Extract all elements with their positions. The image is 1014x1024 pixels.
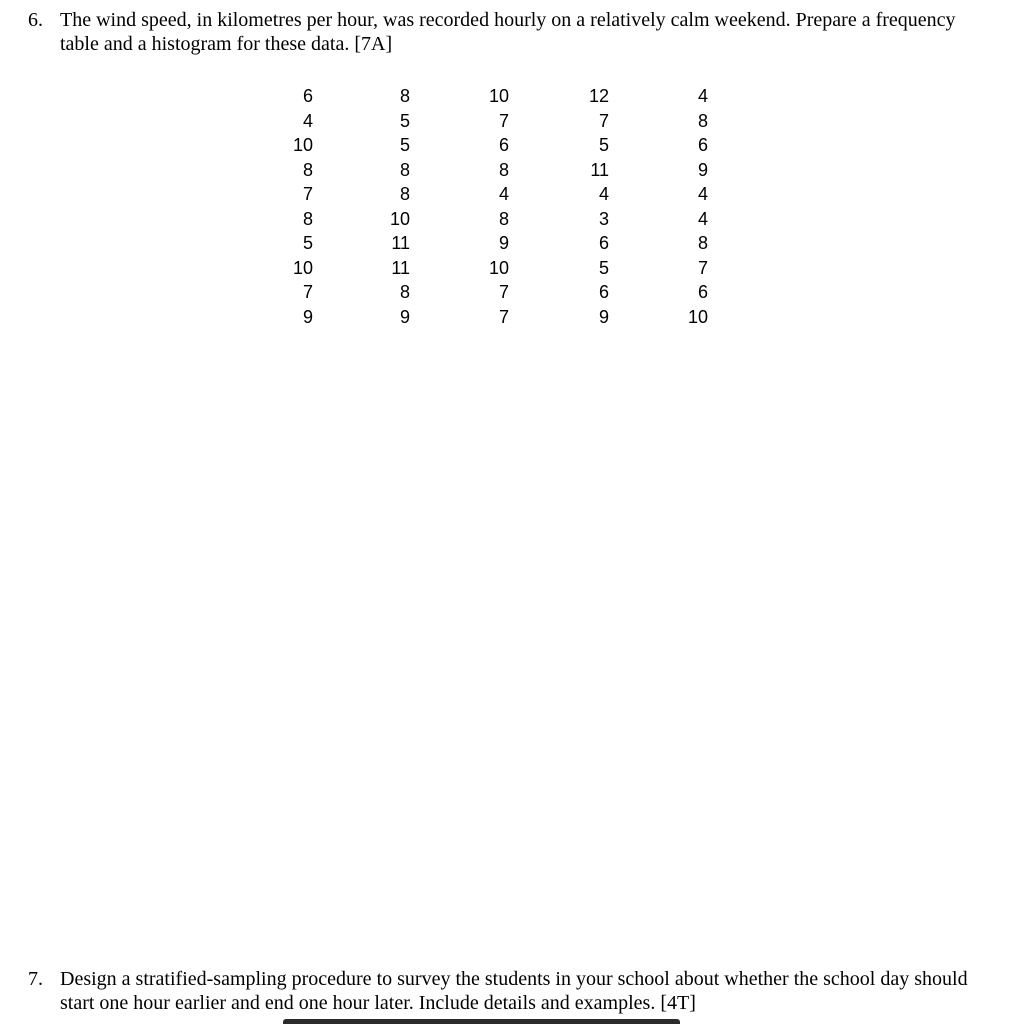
question-7-number: 7.: [28, 968, 43, 990]
data-value: 10: [292, 135, 313, 155]
data-value: 4: [697, 86, 708, 106]
data-value: 5: [399, 110, 410, 131]
question-6-number: 6.: [28, 9, 43, 31]
data-value: 11: [590, 159, 609, 180]
wind-speed-data-table: [0, 84, 1014, 334]
data-value: 9: [399, 306, 410, 327]
data-value: 8: [399, 159, 410, 180]
data-value: 8: [399, 184, 410, 204]
data-value: 4: [697, 184, 708, 204]
data-value: 4: [697, 208, 708, 229]
data-column-2: [370, 84, 410, 329]
data-value: 4: [302, 110, 313, 131]
data-value: 5: [598, 257, 609, 278]
data-value: 6: [302, 86, 313, 106]
data-value: 8: [399, 282, 410, 302]
data-value: 11: [391, 257, 410, 278]
data-value: 9: [598, 306, 609, 327]
data-value: 7: [598, 110, 609, 131]
question-7: [28, 967, 988, 1015]
data-value: 10: [488, 86, 509, 106]
bottom-toolbar-edge: [283, 1019, 680, 1024]
data-value: 10: [389, 208, 410, 229]
data-value: 6: [498, 135, 509, 155]
data-value: 7: [302, 184, 313, 204]
data-value: 5: [399, 135, 410, 155]
data-value: 5: [598, 135, 609, 155]
question-7-text: Design a stratified-sampling procedure to survey the students in your school about whether the school day should start one hour earlier and end one hour later. Include details and examples. [4T]: [60, 968, 968, 1014]
data-value: 5: [302, 233, 313, 253]
question-6-text: The wind speed, in kilometres per hour, was recorded hourly on a relatively calm weekend. Prepare a frequency table and a histogram for these data. [7A]: [60, 9, 956, 55]
data-value: 3: [598, 208, 609, 229]
data-value: 7: [498, 306, 509, 327]
data-value: 6: [697, 135, 708, 155]
data-value: 7: [697, 257, 708, 278]
data-value: 8: [498, 159, 509, 180]
data-value: 11: [391, 233, 410, 253]
data-value: 4: [498, 184, 509, 204]
data-value: 10: [687, 306, 708, 327]
data-value: 8: [697, 110, 708, 131]
data-value: 10: [488, 257, 509, 278]
data-column-3: [469, 84, 509, 329]
data-value: 7: [498, 110, 509, 131]
data-value: 7: [302, 282, 313, 302]
data-value: 12: [588, 86, 609, 106]
data-column-4: [569, 84, 609, 329]
question-6: [28, 8, 988, 56]
data-value: 8: [399, 86, 410, 106]
data-value: 8: [697, 233, 708, 253]
data-value: 6: [598, 282, 609, 302]
data-value: 8: [302, 208, 313, 229]
data-value: 9: [697, 159, 708, 180]
data-value: 8: [498, 208, 509, 229]
data-value: 4: [598, 184, 609, 204]
data-column-5: [668, 84, 708, 329]
data-value: 6: [697, 282, 708, 302]
data-value: 10: [292, 257, 313, 278]
data-value: 7: [498, 282, 509, 302]
data-value: 9: [302, 306, 313, 327]
data-value: 9: [498, 233, 509, 253]
data-value: 6: [598, 233, 609, 253]
data-value: 8: [302, 159, 313, 180]
data-column-1: [273, 84, 313, 329]
